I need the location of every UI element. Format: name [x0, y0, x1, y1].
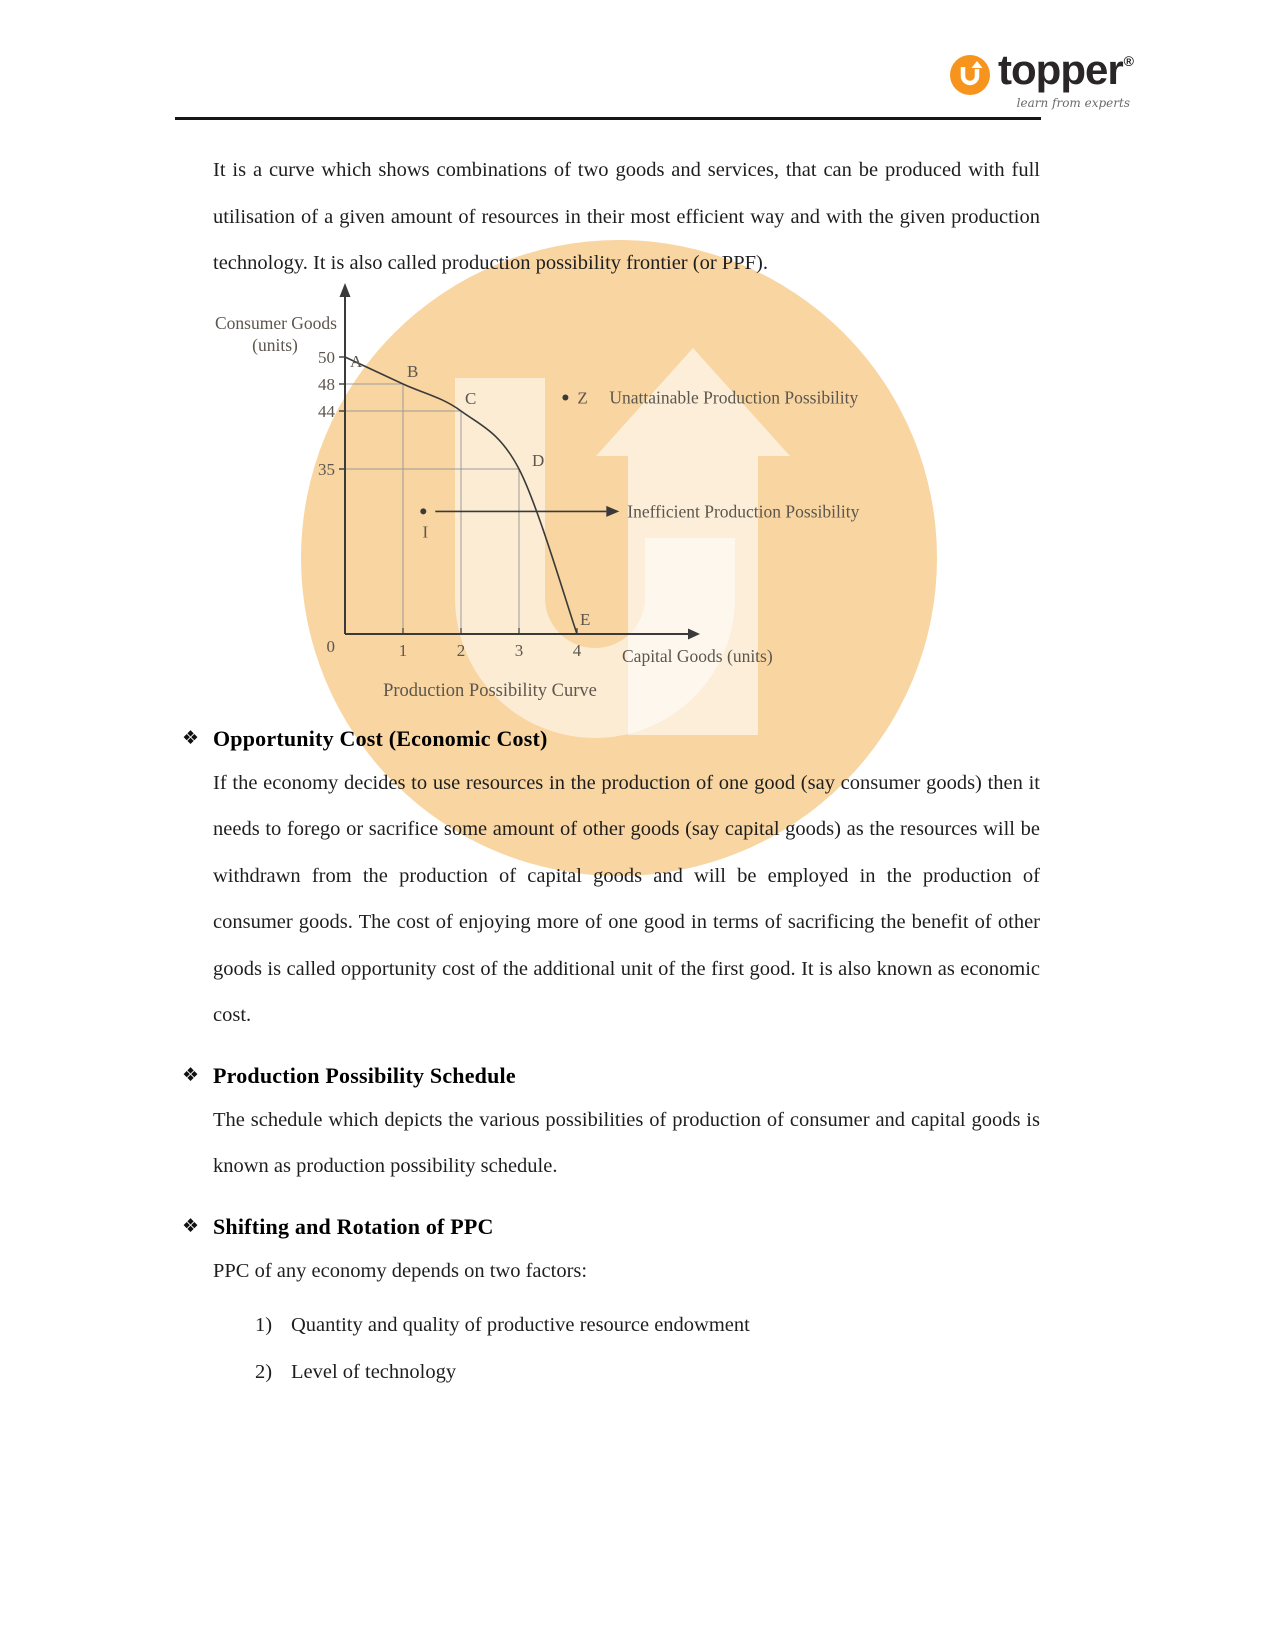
- brand-name: [998, 46, 1133, 99]
- topper-logo-icon: [950, 55, 990, 95]
- section-production-possibility-schedule: [182, 1062, 1040, 1190]
- y-tick-label: 44: [318, 401, 335, 421]
- section-heading-text: Opportunity Cost (Economic Cost): [213, 725, 548, 751]
- section-heading: [182, 1062, 1040, 1089]
- x-tick-label: 1: [398, 640, 408, 660]
- diamond-bullet-icon: ❖: [182, 726, 200, 749]
- section-heading: [182, 725, 1040, 752]
- point-label-A: A: [350, 351, 363, 371]
- section-body: If the economy decides to use resources in the production of one good (say consumer goods) then it needs to forego or sacrifice some amount of other goods (say capital goods) as the resources will be withdrawn from the production of capital goods and will be employed in the production of consumer goods. The cost of enjoying more of one good in terms of sacrificing the benefit of other goods is called opportunity cost of the additional unit of the first good. It is also known as economic cost.: [213, 771, 1040, 1026]
- x-axis-label: Capital Goods (units): [622, 645, 773, 666]
- diamond-bullet-icon: ❖: [182, 1214, 200, 1237]
- list-item-text: Quantity and quality of productive resource endowment: [291, 1314, 750, 1336]
- y-tick-label: 50: [318, 347, 335, 367]
- point-label-D: D: [532, 450, 545, 470]
- header-divider: [175, 117, 1041, 120]
- origin-label: 0: [326, 636, 335, 656]
- annotation-text-I: Inefficient Production Possibility: [627, 500, 860, 521]
- point-label-E: E: [580, 609, 591, 629]
- page-header: [0, 0, 1275, 121]
- document-body: [0, 121, 1275, 1395]
- x-tick-label: 4: [572, 640, 582, 660]
- brand-tagline: learn from experts: [1016, 96, 1130, 110]
- diamond-bullet-icon: ❖: [182, 1063, 200, 1086]
- annotation-dot-Z: [562, 394, 568, 400]
- annotation-letter-I: I: [422, 521, 429, 541]
- annotation-letter-Z: Z: [577, 388, 588, 407]
- intro-paragraph: It is a curve which shows combinations of two goods and services, that can be produced with full utilisation of a given amount of resources in their most efficient way and with the given production technology. It is also called production possibility frontier (or PPF).: [213, 159, 1040, 274]
- x-axis-arrow-icon: [688, 628, 700, 639]
- point-label-C: C: [465, 388, 477, 408]
- y-tick-label: 35: [318, 459, 335, 479]
- list-item-text: Level of technology: [291, 1360, 457, 1383]
- section-opportunity-cost: [182, 725, 1040, 1039]
- x-tick-label: 2: [456, 640, 466, 660]
- section-body: PPC of any economy depends on two factors:: [213, 1259, 588, 1282]
- list-item: [255, 1302, 1040, 1349]
- section-heading-text: Shifting and Rotation of PPC: [213, 1213, 494, 1239]
- point-label-B: B: [407, 361, 419, 381]
- ppc-plot: [200, 279, 980, 679]
- list-item-marker: 1): [255, 1314, 273, 1336]
- y-axis-label: Consumer Goods: [214, 312, 337, 333]
- y-axis-arrow-icon: [340, 283, 351, 297]
- y-tick-label: 48: [318, 374, 335, 394]
- list-item: [255, 1349, 1040, 1396]
- annotation-text-Z: Unattainable Production Possibility: [609, 387, 859, 407]
- factors-list: [255, 1302, 1040, 1395]
- annotation-dot-I: [420, 508, 426, 514]
- topper-logo: [950, 46, 1133, 110]
- section-heading: [182, 1213, 1040, 1240]
- registered-trademark: ®: [1123, 53, 1133, 69]
- section-shifting-rotation-ppc: [182, 1213, 1040, 1396]
- list-item-marker: 2): [255, 1360, 273, 1383]
- x-tick-label: 3: [514, 640, 524, 660]
- ppc-chart: [200, 279, 980, 702]
- annotation-arrow-icon: [606, 505, 619, 516]
- brand-name-text: topper: [998, 46, 1123, 93]
- y-axis-label-units: (units): [252, 334, 298, 355]
- section-heading-text: Production Possibility Schedule: [213, 1062, 516, 1088]
- section-body: The schedule which depicts the various possibilities of production of consumer and capital goods is known as production possibility schedule.: [213, 1108, 1040, 1177]
- chart-caption: Production Possibility Curve: [383, 680, 597, 701]
